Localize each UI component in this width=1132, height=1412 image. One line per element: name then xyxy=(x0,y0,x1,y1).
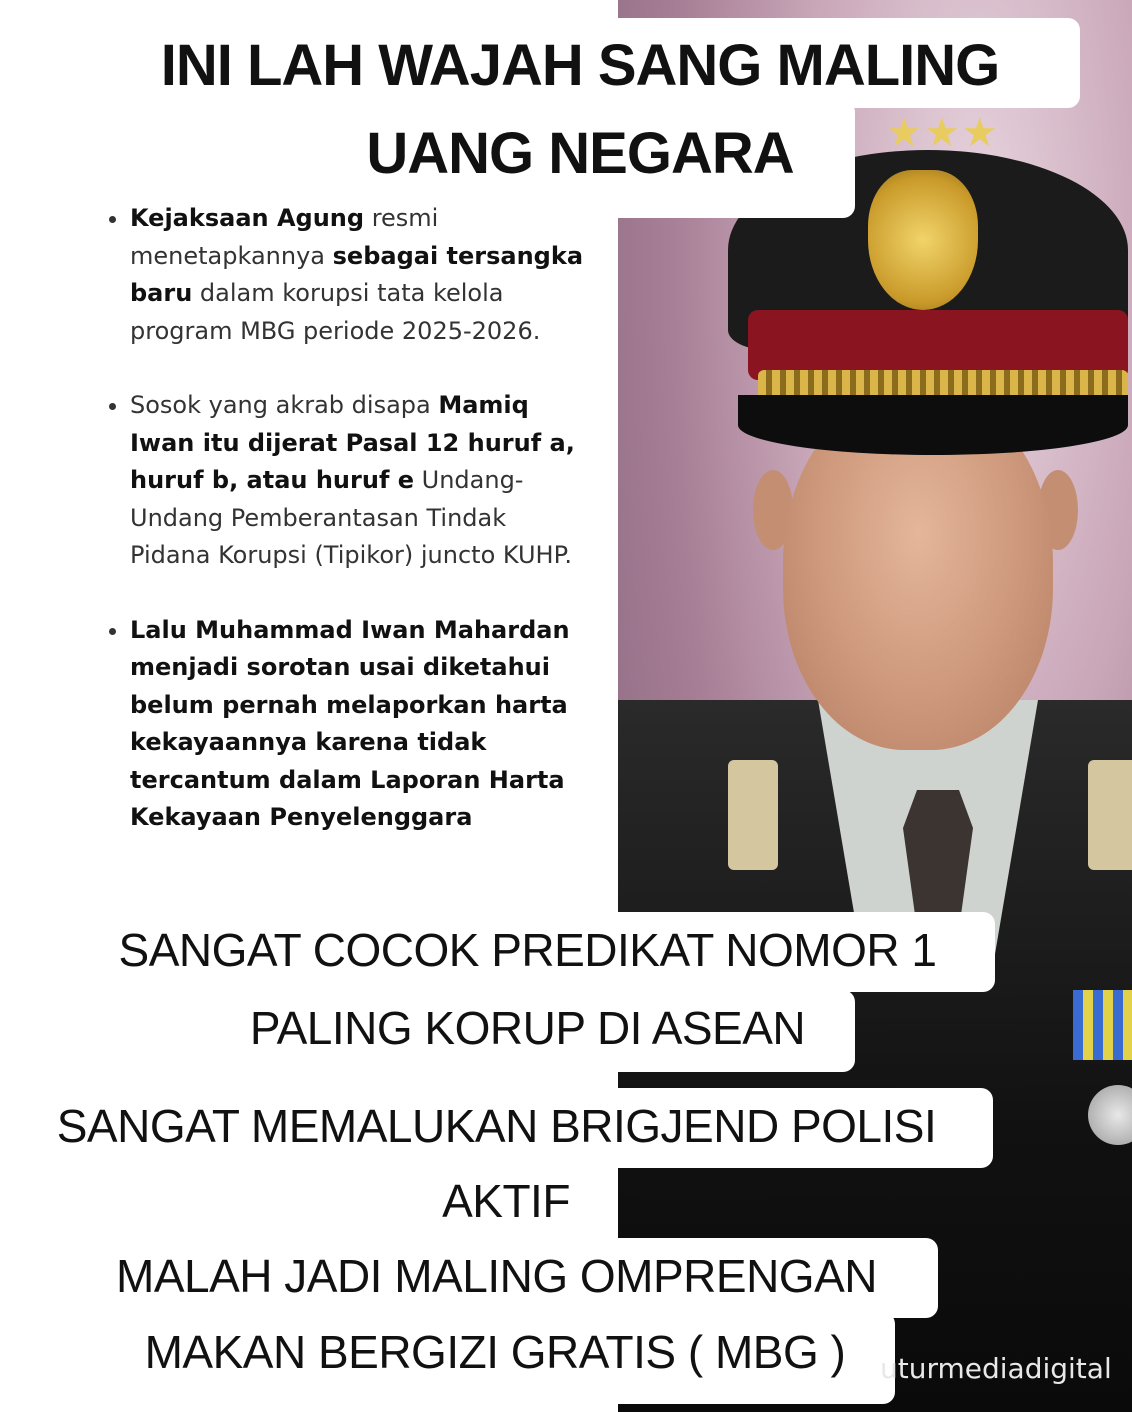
article-bullet-list xyxy=(100,200,590,837)
caption-2-line-1: SANGAT MEMALUKAN BRIGJEND POLISI xyxy=(56,1100,937,1152)
bullet-text: resmi menetapkannya xyxy=(130,204,439,270)
bullet-item xyxy=(130,200,590,350)
epaulet-right xyxy=(1088,760,1132,870)
headline-line-2: UANG NEGARA xyxy=(366,121,794,186)
caption-1-line-1: SANGAT COCOK PREDIKAT NOMOR 1 xyxy=(118,924,937,976)
epaulet-left xyxy=(728,760,778,870)
medal-ribbon xyxy=(1073,990,1132,1060)
caption-3-line-1: MALAH JADI MALING OMPRENGAN xyxy=(116,1250,877,1302)
caption-3-line-2: MAKAN BERGIZI GRATIS ( MBG ) xyxy=(144,1326,846,1378)
rank-stars-icon: ★★★ xyxy=(886,110,1000,156)
bullet-text-bold: Lalu Muhammad Iwan Mahardan menjadi sorotan usai diketahui belum pernah melaporkan harta kekayaannya karena tidak tercantum dalam Laporan Harta Kekayaan Penyelenggara xyxy=(130,615,570,831)
headline-line-1: INI LAH WAJAH SANG MALING xyxy=(160,33,1000,98)
caption-1-line-2: PALING KORUP DI ASEAN xyxy=(249,1002,806,1054)
bullet-text-bold: sebagai tersangka baru xyxy=(130,241,584,307)
bullet-text: Undang-Undang Pemberantasan Tindak Pidana Korupsi (Tipikor) juncto KUHP. xyxy=(130,466,572,569)
article-excerpt xyxy=(100,200,590,874)
bullet-text: Sosok yang akrab disapa xyxy=(130,391,439,419)
bullet-text: dalam korupsi tata kelola program MBG periode 2025-2026. xyxy=(130,279,541,345)
bullet-item xyxy=(130,612,590,837)
headline xyxy=(60,22,1100,198)
watermark: uturmediadigital xyxy=(880,1352,1112,1385)
bullet-text-bold: Mamiq Iwan itu dijerat Pasal 12 huruf a, huruf b, atau huruf e xyxy=(130,391,575,494)
bullet-item xyxy=(130,387,590,575)
cap-visor xyxy=(738,395,1128,455)
bullet-text-bold: Kejaksaan Agung xyxy=(130,204,365,232)
caption-2-line-2: AKTIF xyxy=(442,1175,570,1227)
